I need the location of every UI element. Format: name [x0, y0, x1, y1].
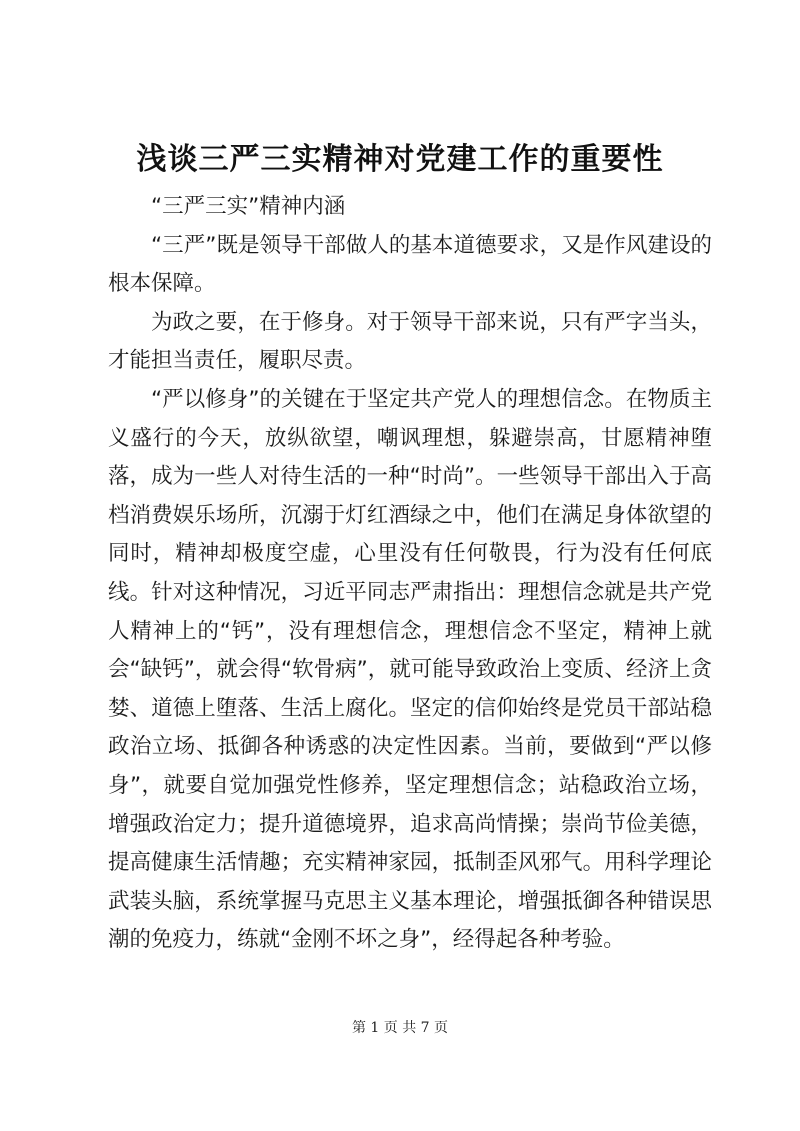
paragraph-3: “严以修身”的关键在于坚定共产党人的理想信念。在物质主义盛行的今天，放纵欲望，嘲讽理想，躲避崇高，甘愿精神堕落，成为一些人对待生活的一种“时尚”。一些领导干部出入于高档消费娱乐场所，沉溺于灯红酒绿之中，他们在满足身体欲望的同时，精神却极度空虚，心里没有任何敬畏，行为没有任何底线。针对这种情况，习近平同志严肃指出：理想信念就是共产党人精神上的“钙”，没有理想信念，理想信念不坚定，精神上就会“缺钙”，就会得“软骨病”，就可能导致政治上变质、经济上贪婪、道德上堕落、生活上腐化。坚定的信仰始终是党员干部站稳政治立场、抵御各种诱惑的决定性因素。当前，要做到“严以修身”，就要自觉加强党性修养，坚定理想信念；站稳政治立场，增强政治定力；提升道德境界，追求高尚情操；崇尚节俭美德，提高健康生活情趣；充实精神家园，抵制歪风邪气。用科学理论武装头脑，系统掌握马克思主义基本理论，增强抵御各种错误思潮的免疫力，练就“金刚不坏之身”，经得起各种考验。 [108, 386, 712, 953]
paragraph-2: 为政之要，在于修身。对于领导干部来说，只有严字当头，才能担当责任，履职尽责。 [108, 309, 712, 374]
document-body [108, 188, 712, 960]
paragraph-1: “三严”既是领导干部做人的基本道德要求，又是作风建设的根本保障。 [108, 232, 712, 297]
document-title: 浅谈三严三实精神对党建工作的重要性 [136, 142, 664, 177]
section-subheading: “三严三实”精神内涵 [151, 194, 346, 219]
page-footer: 第 1 页 共 7 页 [351, 1020, 449, 1036]
